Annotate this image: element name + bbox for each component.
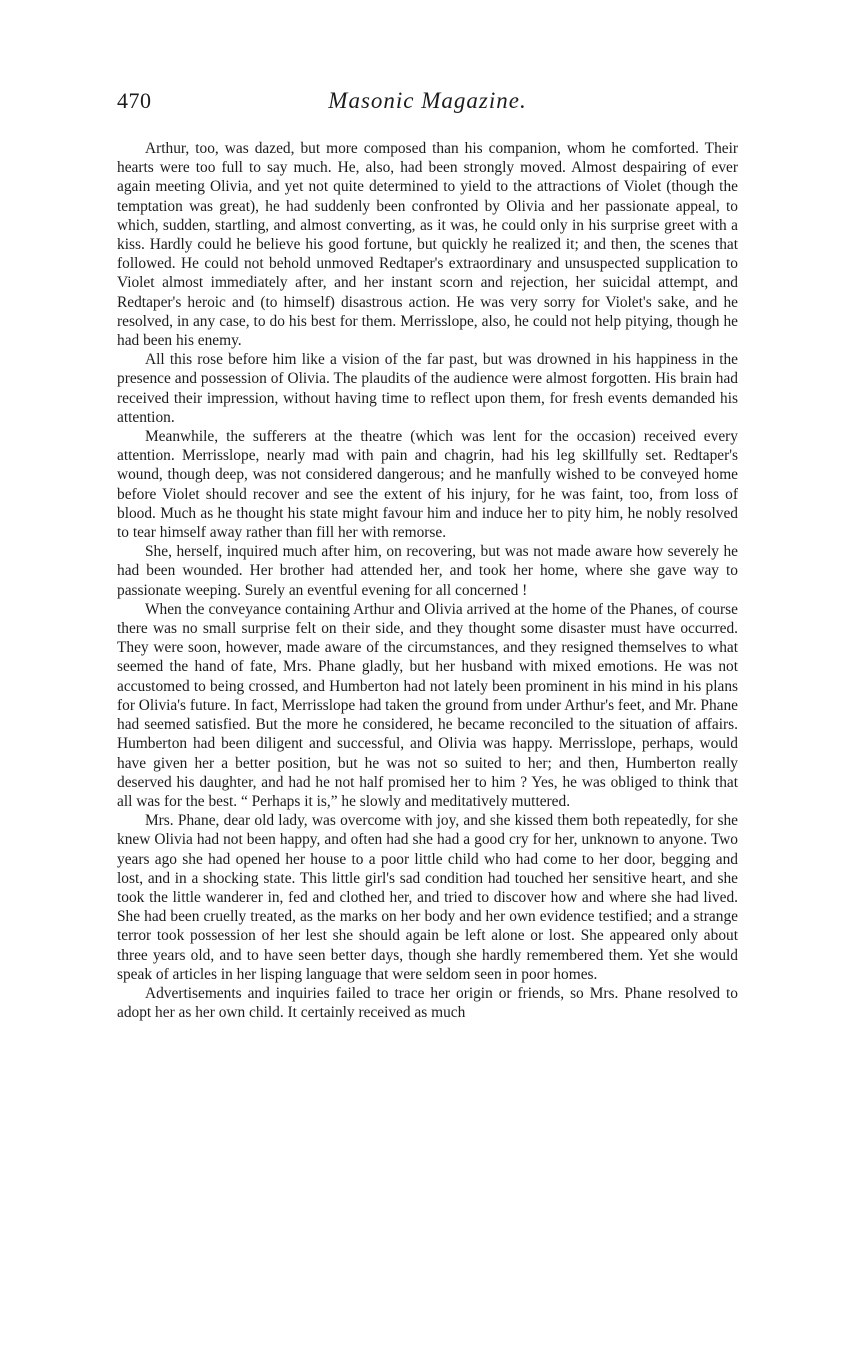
article-body bbox=[117, 139, 738, 1022]
page-header bbox=[117, 88, 738, 118]
paragraph: Mrs. Phane, dear old lady, was overcome with joy, and she kissed them both repeatedly, for she knew Olivia had not been happy, and often had she had a good cry for her, unknown to anyone. Two years ago she had opened her house to a poor little child who had come to her door, begging and lost, and in a shocking state. This little girl's sad condition had touched her sensitive heart, and she took the little wanderer in, fed and clothed her, and tried to discover how and where she had lived. She had been cruelly treated, as the marks on her body and her own evidence testified; and a strange terror took possession of her lest she should again be left alone or lost. She appeared only about three years old, and to have seen better days, though she hardly remembered them. Yet she would speak of articles in her lisping language that were seldom seen in poor homes. bbox=[117, 812, 738, 983]
paragraph: All this rose before him like a vision of the far past, but was drowned in his happiness in the presence and possession of Olivia. The plaudits of the audience were almost forgotten. His brain had received their impression, without having time to reflect upon them, for fresh events demanded his attention. bbox=[117, 351, 738, 426]
paragraph: Meanwhile, the sufferers at the theatre (which was lent for the occasion) received every attention. Merrisslope, nearly mad with pain and chagrin, had his leg skillfully set. Redtaper's wound, though deep, was not considered dangerous; and he manfully wished to be conveyed home before Violet should recover and see the extent of his injury, for he was faint, too, from loss of blood. Much as he thought his state might favour him and induce her to pity him, he nobly resolved to tear himself away rather than fill her with remorse. bbox=[117, 428, 738, 542]
paragraph: Advertisements and inquiries failed to trace her origin or friends, so Mrs. Phane resolved to adopt her as her own child. It certainly received as much bbox=[117, 984, 738, 1022]
running-title: Masonic Magazine. bbox=[328, 88, 527, 113]
paragraph: She, herself, inquired much after him, on recovering, but was not made aware how severely he had been wounded. Her brother had attended her, and took her home, where she gave way to passionate weeping. Surely an eventful evening for all concerned ! bbox=[117, 543, 738, 599]
page-number: 470 bbox=[117, 88, 152, 113]
paragraph: When the conveyance containing Arthur and Olivia arrived at the home of the Phanes, of course there was no small surprise felt on their side, and they thought some disaster must have occurred. They were soon, however, made aware of the circumstances, and they resigned themselves to what seemed the hand of fate, Mrs. Phane gladly, but her husband with mixed emotions. He was not accustomed to being crossed, and Humberton had not lately been prominent in his mind in his plans for Olivia's future. In fact, Merrisslope had taken the ground from under Arthur's feet, and Mr. Phane had seemed satisfied. But the more he considered, he became reconciled to the situation of affairs. Humberton had been diligent and successful, and Olivia was happy. Merrisslope, perhaps, would have given her a better position, but he was not so suited to her; and then, Humberton really deserved his daughter, and had he not half promised her to him ? Yes, he was obliged to think that all was for the best. “ Perhaps it is,” he slowly and meditatively muttered. bbox=[117, 600, 738, 810]
paragraph: Arthur, too, was dazed, but more composed than his companion, whom he comforted. Their hearts were too full to say much. He, also, had been strongly moved. Almost despairing of ever again meeting Olivia, and yet not quite determined to yield to the attractions of Violet (though the temptation was great), he had suddenly been confronted by Olivia and her passionate appeal, to which, sudden, startling, and almost converting, as it was, he could only in his surprise greet with a kiss. Hardly could he believe his good fortune, but quickly he realized it; and then, the scenes that followed. He could not behold unmoved Redtaper's extraordinary and unsuspected supplication to Violet almost immediately after, and her instant scorn and rejection, her suicidal attempt, and Redtaper's heroic and (to himself) disastrous action. He was very sorry for Violet's sake, and he resolved, in any case, to do his best for them. Merrisslope, also, he could not help pitying, though he had been his enemy. bbox=[117, 140, 738, 350]
